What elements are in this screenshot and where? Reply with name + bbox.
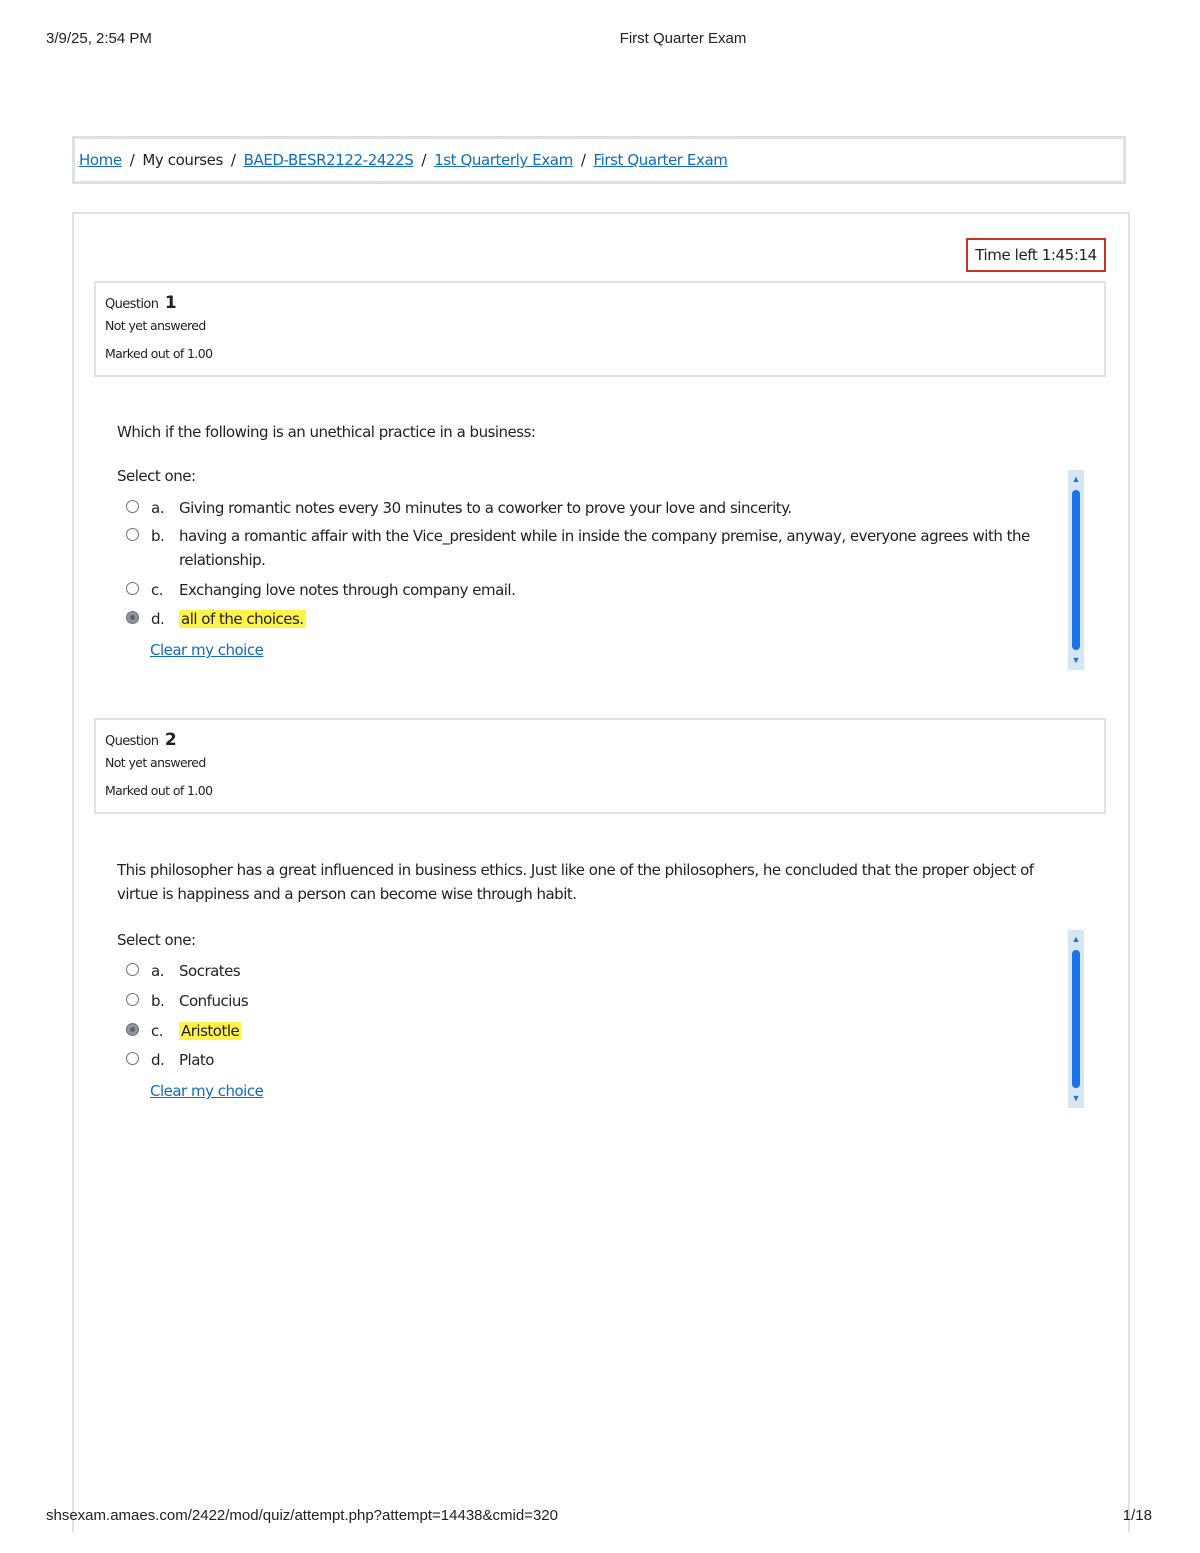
option-letter: b. <box>151 527 165 545</box>
breadcrumb-quiz-link[interactable]: First Quarter Exam <box>593 151 728 169</box>
select-one-prompt: Select one: <box>117 467 196 485</box>
option-text: Socrates <box>179 962 241 980</box>
triangle-down-icon[interactable]: ▼ <box>1071 1093 1081 1103</box>
scrollbar-thumb[interactable] <box>1072 950 1080 1088</box>
print-title: First Quarter Exam <box>619 30 747 47</box>
print-page-number: 1/18 <box>1122 1507 1152 1524</box>
radio-button[interactable] <box>126 963 139 976</box>
question-label: Question <box>105 297 159 312</box>
question-grade: Marked out of 1.00 <box>105 346 213 361</box>
option-label <box>179 1048 1059 1072</box>
triangle-down-icon[interactable]: ▼ <box>1071 655 1081 665</box>
scrollbar-thumb[interactable] <box>1072 490 1080 650</box>
option-letter: d. <box>151 1051 165 1069</box>
quiz-timer: Time left 1:45:14 <box>966 238 1106 272</box>
question-state: Not yet answered <box>105 755 206 770</box>
radio-button[interactable] <box>126 993 139 1006</box>
breadcrumb-separator: / <box>129 151 135 169</box>
question-number <box>105 730 1104 752</box>
breadcrumb-separator: / <box>580 151 586 169</box>
option-text-highlighted: all of the choices. <box>181 610 304 628</box>
option-letter: a. <box>151 499 164 517</box>
option-letter: c. <box>151 581 164 599</box>
breadcrumb-separator: / <box>230 151 236 169</box>
radio-button[interactable] <box>126 582 139 595</box>
answer-scrollbar[interactable] <box>1068 470 1084 670</box>
option-label <box>179 1019 1059 1043</box>
option-label <box>179 578 1059 602</box>
radio-button[interactable] <box>126 1052 139 1065</box>
question-info-box <box>94 718 1106 814</box>
radio-button[interactable] <box>126 500 139 513</box>
breadcrumb-course-link[interactable]: BAED-BESR2122-2422S <box>243 151 414 169</box>
question-number <box>105 293 1104 315</box>
triangle-up-icon[interactable]: ▲ <box>1071 474 1081 484</box>
breadcrumb-section-link[interactable]: 1st Quarterly Exam <box>434 151 573 169</box>
print-url: shsexam.amaes.com/2422/mod/quiz/attempt.php?attempt=14438&cmid=320 <box>46 1507 558 1524</box>
breadcrumb-separator: / <box>421 151 427 169</box>
option-text: Plato <box>179 1051 214 1069</box>
breadcrumb-my-courses: My courses <box>142 151 223 169</box>
radio-button-checked[interactable] <box>126 611 139 624</box>
clear-choice-link[interactable]: Clear my choice <box>150 641 264 659</box>
triangle-up-icon[interactable]: ▲ <box>1071 934 1081 944</box>
question-state: Not yet answered <box>105 318 206 333</box>
radio-button[interactable] <box>126 528 139 541</box>
question-info-box <box>94 281 1106 377</box>
clear-choice-link[interactable]: Clear my choice <box>150 1082 264 1100</box>
question-text: Which if the following is an unethical practice in a business: <box>117 423 536 441</box>
option-label <box>179 989 1059 1013</box>
question-number-value: 1 <box>164 293 177 313</box>
question-text: This philosopher has a great influenced in business ethics. Just like one of the philosophers, he concluded that the proper object of virtue is happiness and a person can become wise through habit. <box>117 861 1034 903</box>
option-label <box>179 607 1059 631</box>
option-letter: a. <box>151 962 164 980</box>
option-text: Confucius <box>179 992 249 1010</box>
option-label <box>179 496 1059 520</box>
select-one-prompt: Select one: <box>117 931 196 949</box>
option-text: Giving romantic notes every 30 minutes to a coworker to prove your love and sincerity. <box>179 499 792 517</box>
option-text-highlighted: Aristotle <box>181 1022 240 1040</box>
question-number-value: 2 <box>164 730 177 750</box>
option-letter: c. <box>151 1022 164 1040</box>
question-label: Question <box>105 734 159 749</box>
answer-scrollbar[interactable] <box>1068 930 1084 1108</box>
option-text: having a romantic affair with the Vice_president while in inside the company premise, anyway, everyone agrees with the relationship. <box>179 527 1030 569</box>
option-letter: d. <box>151 610 165 628</box>
option-text: Exchanging love notes through company email. <box>179 581 516 599</box>
print-datetime: 3/9/25, 2:54 PM <box>46 30 152 47</box>
option-label <box>179 524 1059 572</box>
question-grade: Marked out of 1.00 <box>105 783 213 798</box>
option-label <box>179 959 1059 983</box>
breadcrumb <box>72 136 1126 184</box>
breadcrumb-home-link[interactable]: Home <box>79 151 122 169</box>
radio-button-checked[interactable] <box>126 1023 139 1036</box>
option-letter: b. <box>151 992 165 1010</box>
